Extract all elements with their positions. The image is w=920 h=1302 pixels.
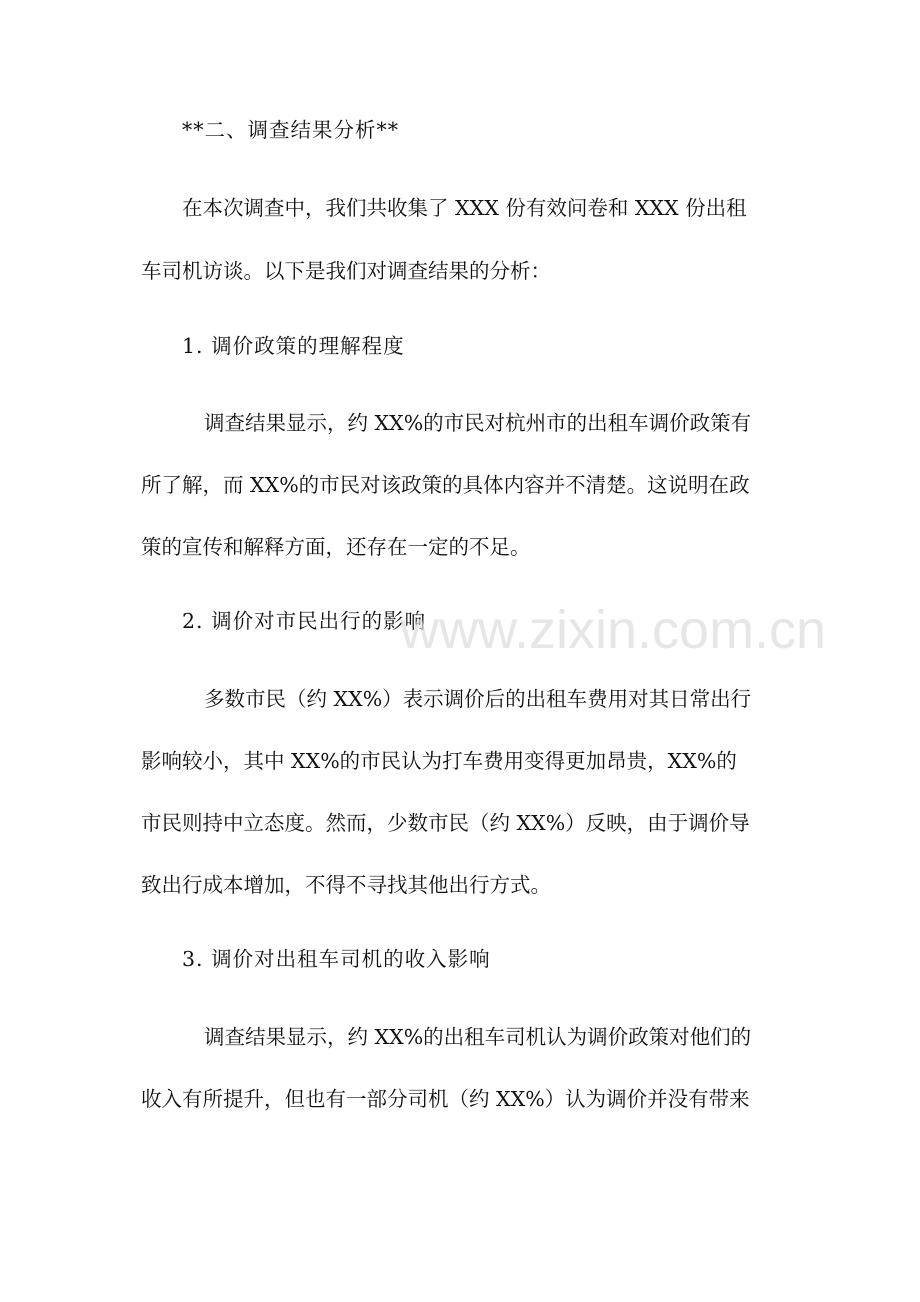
section-2-heading: 2. 调价对市民出行的影响 xyxy=(182,609,427,633)
section-2-line-3: 市民则持中立态度。然而，少数市民（约 XX%）反映，由于调价导 xyxy=(141,811,750,835)
section-3-line-1: 调查结果显示，约 XX%的出租车司机认为调价政策对他们的 xyxy=(204,1025,752,1049)
section-3-heading: 3. 调价对出租车司机的收入影响 xyxy=(182,947,491,971)
intro-line-2: 车司机访谈。以下是我们对调查结果的分析： xyxy=(141,259,551,283)
section-2-line-1: 多数市民（约 XX%）表示调价后的出租车费用对其日常出行 xyxy=(204,687,752,711)
section-1-line-2: 所了解，而 XX%的市民对该政策的具体内容并不清楚。这说明在政 xyxy=(141,473,750,497)
section-1-line-3: 策的宣传和解释方面，还存在一定的不足。 xyxy=(141,535,531,559)
section-1-heading: 1. 调价政策的理解程度 xyxy=(182,334,405,358)
section-2-line-2: 影响较小，其中 XX%的市民认为打车费用变得更加昂贵，XX%的 xyxy=(141,749,737,773)
watermark: www.zixin.com.cn xyxy=(400,600,827,660)
section-2-line-4: 致出行成本增加，不得不寻找其他出行方式。 xyxy=(141,873,551,897)
section-3-line-2: 收入有所提升，但也有一部分司机（约 XX%）认为调价并没有带来 xyxy=(141,1087,750,1111)
section-1-line-1: 调查结果显示，约 XX%的市民对杭州市的出租车调价政策有 xyxy=(204,411,752,435)
intro-line-1: 在本次调查中，我们共收集了 XXX 份有效问卷和 XXX 份出租 xyxy=(182,196,747,220)
section-title: **二、调查结果分析** xyxy=(182,118,399,142)
